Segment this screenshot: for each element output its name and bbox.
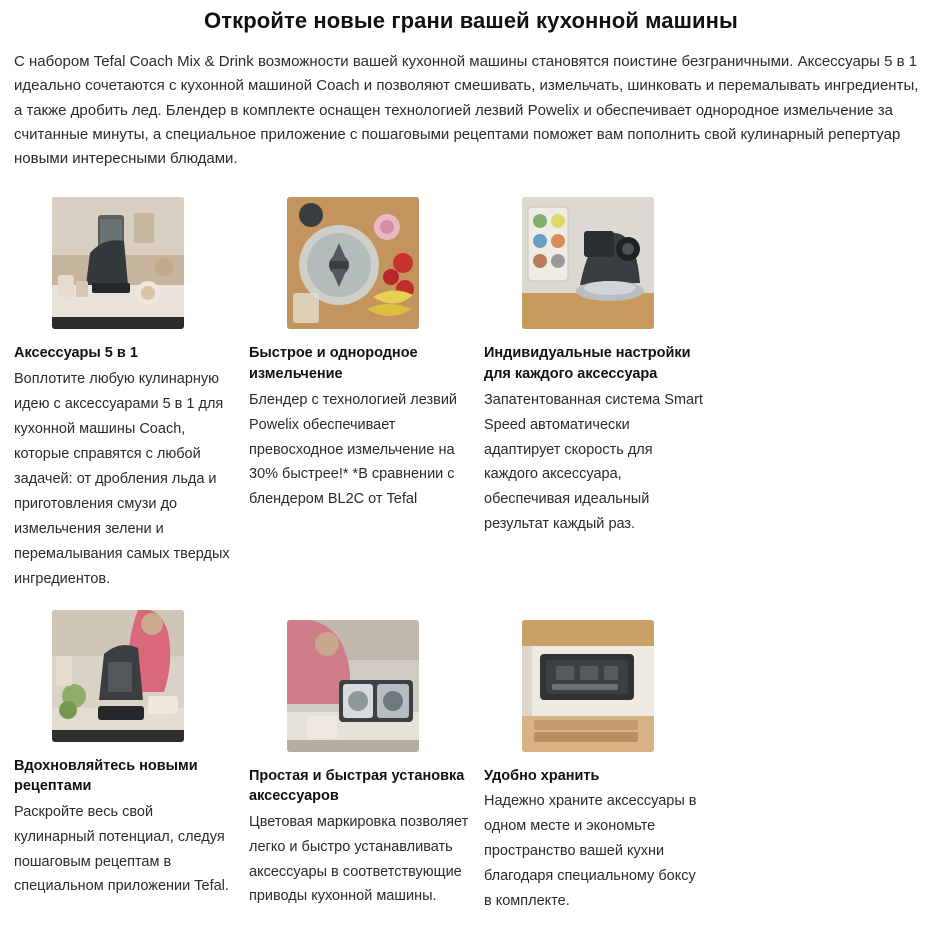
feature-card-smart-speed	[478, 197, 713, 537]
feature-text: Блендер с технологией лезвий Powelix обеспечивает превосходное измельчение на 30% быстрее!* *В сравнении с блендером BL2C от Tefal	[249, 391, 458, 508]
features-grid	[8, 197, 934, 931]
feature-title: Вдохновляйтесь новыми рецептами	[14, 757, 198, 795]
feature-text: Запатентованная система Smart Speed автоматически адаптирует скорость для каждого аксессуара, обеспечивая идеальный результат каждый раз.	[484, 391, 703, 533]
feature-text: Воплотите любую кулинарную идею с аксессуарами 5 в 1 для кухонной машины Coach, которые справятся с любой задачей: от дробления льда и приготовления смузи до измельчения зелени и перемалывания самых твердых ингредиентов.	[14, 371, 230, 587]
feature-text: Цветовая маркировка позволяет легко и быстро устанавливать аксессуары в соответствующие приводы кухонной машины.	[249, 813, 469, 905]
feature-title: Простая и быстрая установка аксессуаров	[249, 767, 465, 805]
feature-card-installation	[243, 620, 478, 910]
feature-text: Надежно храните аксессуары в одном месте и экономьте пространство вашей кухни благодаря специальному боксу в комплекте.	[484, 793, 697, 909]
page-title: Откройте новые грани вашей кухонной машины	[204, 8, 738, 33]
blender-top-view-with-fruits-photo	[287, 197, 419, 329]
feature-card-recipes	[8, 610, 243, 900]
kitchen-machine-with-accessories-photo	[52, 197, 184, 329]
smart-speed-control-panel-photo	[522, 197, 654, 329]
feature-title: Быстрое и однородное измельчение	[249, 345, 418, 383]
feature-text: Раскройте весь свой кулинарный потенциал, следуя пошаговым рецептам в специальном приложении Tefal.	[14, 803, 229, 895]
color-coded-accessories-install-photo	[287, 620, 419, 752]
feature-title: Удобно хранить	[484, 767, 600, 784]
intro-paragraph: С набором Tefal Coach Mix & Drink возможности вашей кухонной машины становятся поистине безграничными. Аксессуары 5 в 1 идеально сочетаются с кухонной машиной Coach и позволяют смешивать, измельчать, шинковать и перемалывать ингредиенты, а также дробить лед. Блендер в комплекте оснащен технологией лезвий Powelix и обеспечивает однородное измельчение за считанные минуты, а специальное приложение с пошаговыми рецептами поможет вам пополнить свой кулинарный репертуар новыми интересными блюдами.	[14, 53, 919, 168]
feature-card-accessories	[8, 197, 243, 591]
feature-card-storage	[478, 620, 713, 914]
storage-box-in-drawer-photo	[522, 620, 654, 752]
product-description-page	[0, 8, 942, 932]
feature-card-blending	[243, 197, 478, 512]
feature-title: Индивидуальные настройки для каждого аксессуара	[484, 345, 691, 383]
cooking-with-recipes-app-photo	[52, 610, 184, 742]
feature-title: Аксессуары 5 в 1	[14, 345, 138, 362]
